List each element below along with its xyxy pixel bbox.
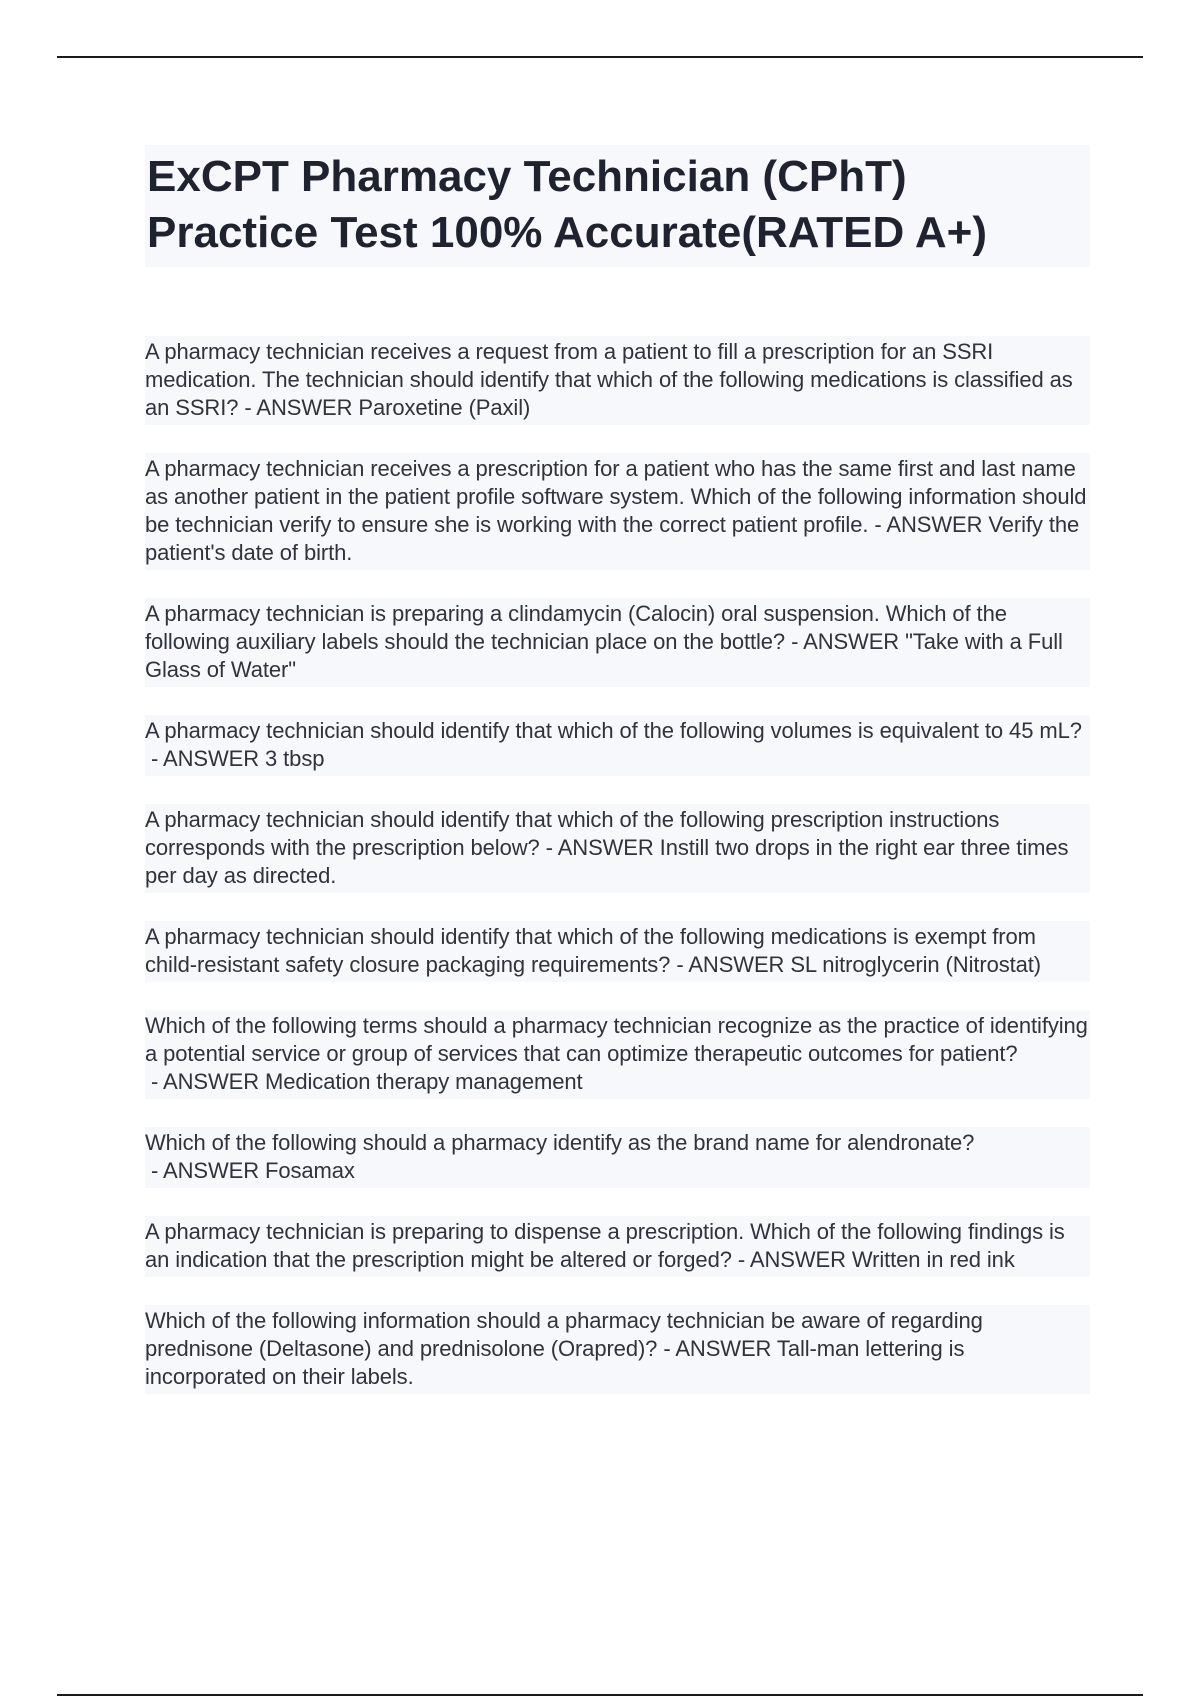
qa-item <box>145 804 1090 893</box>
qa-separator: - <box>145 1158 164 1183</box>
question-text: A pharmacy technician receives a request from a patient to fill a prescription for an SSRI medication. The technician should identify that which of the following medications is classified as an SSRI? <box>145 339 1073 420</box>
qa-separator: - <box>145 1069 164 1094</box>
answer-text: ANSWER Instill two drops in the right ear three times per day as directed. <box>145 835 1069 888</box>
page-title-line-2: Practice Test 100% Accurate(RATED A+) <box>147 208 987 257</box>
question-text: A pharmacy technician should identify that which of the following medications is exempt from child-resistant safety closure packaging requirements? <box>145 924 1036 977</box>
qa-item <box>145 715 1090 776</box>
answer-text: ANSWER Verify the patient's date of birth. <box>145 512 1080 565</box>
answer-text: ANSWER "Take with a Full Glass of Water" <box>145 629 1063 682</box>
question-text: A pharmacy technician should identify that which of the following volumes is equivalent to 45 mL? <box>145 718 1082 743</box>
answer-text: ANSWER Medication therapy management <box>163 1069 583 1094</box>
footer-rule <box>57 1694 1143 1696</box>
qa-separator: - <box>539 835 558 860</box>
answer-text: ANSWER Tall-man lettering is incorporated on their labels. <box>145 1336 965 1389</box>
qa-item <box>145 921 1090 982</box>
qa-list <box>145 336 1090 1422</box>
qa-item <box>145 453 1090 570</box>
qa-separator: - <box>670 952 689 977</box>
qa-separator: - <box>731 1247 750 1272</box>
question-text: Which of the following information should a pharmacy technician be aware of regarding prednisone (Deltasone) and prednisolone (Orapred)? <box>145 1308 983 1361</box>
qa-separator: - <box>238 395 257 420</box>
question-text: A pharmacy technician is preparing a clindamycin (Calocin) oral suspension. Which of the following auxiliary labels should the technician place on the bottle? <box>145 601 1007 654</box>
question-text: A pharmacy technician receives a prescription for a patient who has the same first and last name as another patient in the patient profile software system. Which of the following information should be technician verify to ensure she is working with the correct patient profile. <box>145 456 1087 537</box>
qa-separator: - <box>868 512 887 537</box>
qa-separator: - <box>657 1336 676 1361</box>
qa-separator: - <box>785 629 804 654</box>
answer-text: ANSWER 3 tbsp <box>163 746 325 771</box>
answer-text: ANSWER Paroxetine (Paxil) <box>256 395 531 420</box>
qa-item <box>145 598 1090 687</box>
header-rule <box>57 56 1143 58</box>
qa-item <box>145 336 1090 425</box>
page-title-line-1: ExCPT Pharmacy Technician (CPhT) <box>147 152 907 201</box>
page-title <box>145 145 1090 267</box>
qa-item <box>145 1010 1090 1099</box>
question-text: Which of the following terms should a pharmacy technician recognize as the practice of identifying a potential service or group of services that can optimize therapeutic outcomes for patient? <box>145 1013 1088 1066</box>
answer-text: ANSWER Written in red ink <box>749 1247 1015 1272</box>
question-text: A pharmacy technician is preparing to dispense a prescription. Which of the following findings is an indication that the prescription might be altered or forged? <box>145 1219 1065 1272</box>
answer-text: ANSWER SL nitroglycerin (Nitrostat) <box>688 952 1042 977</box>
qa-item <box>145 1216 1090 1277</box>
question-text: A pharmacy technician should identify that which of the following prescription instructions corresponds with the prescription below? <box>145 807 1000 860</box>
answer-text: ANSWER Fosamax <box>163 1158 355 1183</box>
question-text: Which of the following should a pharmacy identify as the brand name for alendronate? <box>145 1130 975 1155</box>
qa-separator: - <box>145 746 164 771</box>
qa-item <box>145 1305 1090 1394</box>
qa-item <box>145 1127 1090 1188</box>
